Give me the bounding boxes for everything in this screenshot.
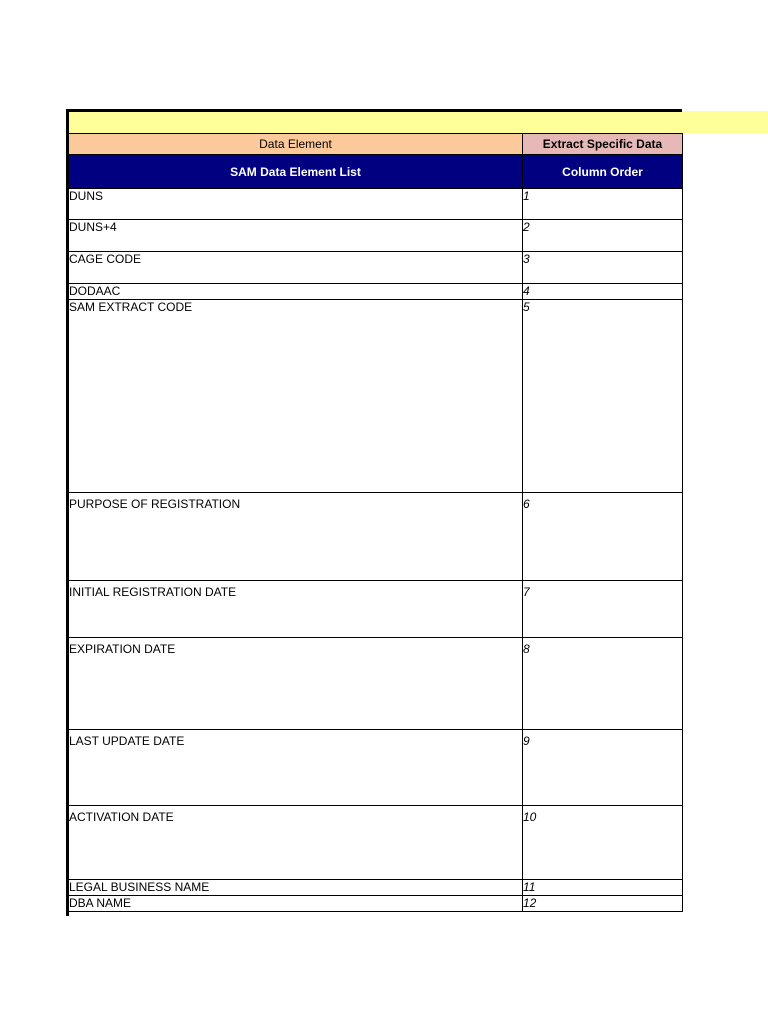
- data-element-name-text: EXPIRATION DATE: [69, 642, 176, 656]
- data-element-name: LEGAL BUSINESS NAME: [69, 880, 523, 896]
- table-row: [69, 806, 683, 880]
- table-top-border: [66, 109, 682, 112]
- header-row-main: [69, 155, 683, 189]
- data-element-name-text: PURPOSE OF REGISTRATION: [69, 497, 241, 511]
- column-order-value: [523, 493, 683, 581]
- column-order-value: 12: [523, 896, 683, 912]
- column-order-text: 7: [523, 585, 530, 599]
- column-order-value: 2: [523, 220, 683, 252]
- data-element-name: DODAAC: [69, 284, 523, 300]
- table-row: [69, 638, 683, 730]
- sam-data-element-table: [68, 133, 683, 912]
- data-element-name-text: ACTIVATION DATE: [69, 810, 174, 824]
- data-element-header: Data Element: [69, 134, 523, 155]
- column-order-value: 3: [523, 252, 683, 284]
- column-order-text: 8: [523, 642, 530, 656]
- data-element-name: DBA NAME: [69, 896, 523, 912]
- table-row: [69, 284, 683, 300]
- column-order-header: Column Order: [523, 155, 683, 189]
- data-element-name: [69, 581, 523, 638]
- column-order-text: 6: [523, 497, 530, 511]
- table-row: [69, 300, 683, 493]
- data-element-name-text: INITIAL REGISTRATION DATE: [69, 585, 237, 599]
- column-order-value: 11: [523, 880, 683, 896]
- column-order-value: [523, 806, 683, 880]
- column-order-value: [523, 581, 683, 638]
- table-row: [69, 252, 683, 284]
- column-order-value: 4: [523, 284, 683, 300]
- column-order-value: 5: [523, 300, 683, 493]
- column-order-value: [523, 638, 683, 730]
- data-element-name-text: LAST UPDATE DATE: [69, 734, 185, 748]
- column-order-text: 9: [523, 734, 530, 748]
- data-element-name: [69, 493, 523, 581]
- column-order-value: 1: [523, 189, 683, 220]
- column-order-text: 10: [523, 810, 537, 824]
- data-element-name: [69, 638, 523, 730]
- table-row: [69, 730, 683, 806]
- table-row: [69, 896, 683, 912]
- data-element-name: CAGE CODE: [69, 252, 523, 284]
- table-row: [69, 493, 683, 581]
- data-element-name: [69, 730, 523, 806]
- table-row: [69, 220, 683, 252]
- table-row: [69, 581, 683, 638]
- data-element-name: DUNS: [69, 189, 523, 220]
- extract-specific-data-header: Extract Specific Data: [523, 134, 683, 155]
- table-row: [69, 189, 683, 220]
- column-order-value: [523, 730, 683, 806]
- sam-data-element-list-header: SAM Data Element List: [69, 155, 523, 189]
- data-element-name: SAM EXTRACT CODE: [69, 300, 523, 493]
- table-row: [69, 880, 683, 896]
- data-element-name: [69, 806, 523, 880]
- data-element-name: DUNS+4: [69, 220, 523, 252]
- header-row-top: [69, 134, 683, 155]
- title-band: [68, 111, 768, 133]
